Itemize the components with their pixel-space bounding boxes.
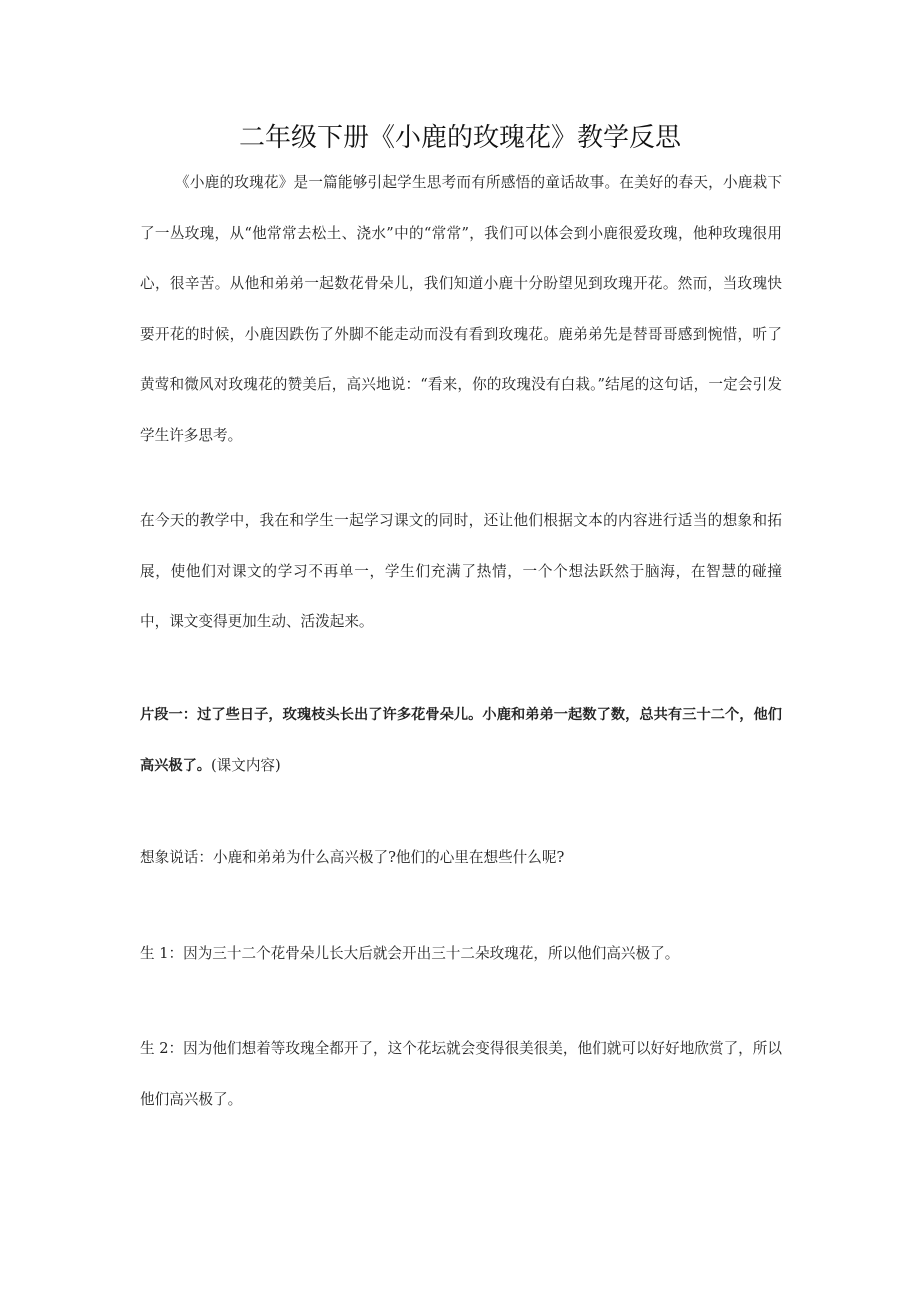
paragraph-student-1: 生 1：因为三十二个花骨朵儿长大后就会开出三十二朵玫瑰花，所以他们高兴极了。: [140, 945, 680, 962]
paragraph-excerpt-one: [140, 690, 782, 791]
paragraph-intro: 《小鹿的玫瑰花》是一篇能够引起学生思考而有所感悟的童话故事。在美好的春天，小鹿栽下了一丛玫瑰，从“他常常去松土、浇水”中的“常常”，我们可以体会到小鹿很爱玫瑰，他种玫瑰很用心，很辛苦。从他和弟弟一起数花骨朵儿，我们知道小鹿十分盼望见到玫瑰开花。然而，当玫瑰快要开花的时候，小鹿因跌伤了外脚不能走动而没有看到玫瑰花。鹿弟弟先是替哥哥感到惋惜，听了黄莺和微风对玫瑰花的赞美后，高兴地说：“看来，你的玫瑰没有白栽。”结尾的这句话，一定会引发学生许多思考。: [140, 174, 782, 444]
excerpt-note: (课文内容): [210, 756, 281, 774]
paragraph-teaching: 在今天的教学中，我在和学生一起学习课文的同时，还让他们根据文本的内容进行适当的想象和拓展，使他们对课文的学习不再单一，学生们充满了热情，一个个想法跃然于脑海，在智慧的碰撞中，课文变得更加生动、活泼起来。: [140, 512, 782, 630]
document-title: 二年级下册《小鹿的玫瑰花》教学反思: [238, 123, 681, 153]
excerpt-quote: 片段一：过了些日子，玫瑰枝头长出了许多花骨朵儿。小鹿和弟弟一起数了数，总共有三十二个，他们高兴极了。: [140, 707, 782, 774]
paragraph-prompt: 想象说话：小鹿和弟弟为什么高兴极了?他们的心里在想些什么呢?: [140, 849, 565, 866]
paragraph-student-2: 生 2：因为他们想着等玫瑰全都开了，这个花坛就会变得很美很美，他们就可以好好地欣赏了，所以他们高兴极了。: [140, 1040, 782, 1108]
